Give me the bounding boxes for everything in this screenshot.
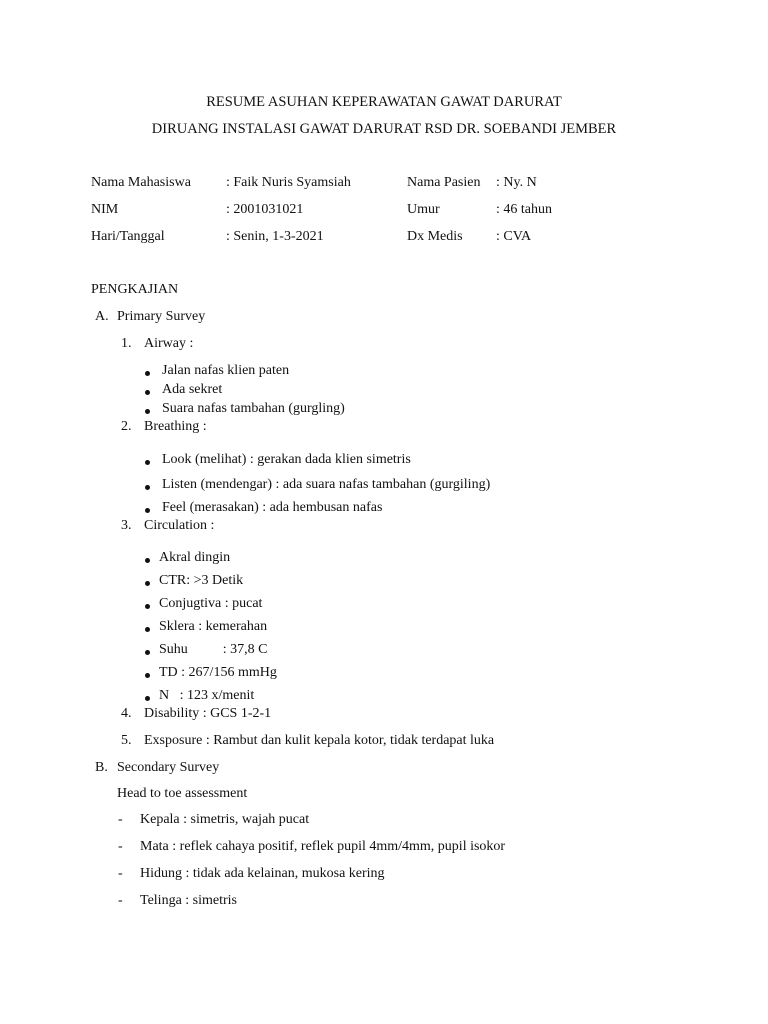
- dash-marker: -: [118, 866, 123, 881]
- list-item: Telinga : simetris: [140, 893, 238, 908]
- item-title: Exsposure : Rambut dan kulit kepala kotor, tidak terdapat luka: [144, 733, 495, 748]
- bullet-icon: [145, 599, 150, 613]
- list-item: Look (melihat) : gerakan dada klien simetris: [162, 452, 411, 467]
- dash-marker: -: [118, 812, 123, 827]
- item-title: Disability : GCS 1-2-1: [144, 706, 272, 721]
- info-value: : 46 tahun: [496, 202, 552, 217]
- document-subtitle: DIRUANG INSTALASI GAWAT DARURAT RSD DR. SOEBANDI JEMBER: [151, 121, 617, 137]
- item-title: Breathing :: [144, 419, 207, 434]
- info-value: : Senin, 1-3-2021: [226, 229, 324, 244]
- item-title: Circulation :: [144, 518, 215, 533]
- list-item: Kepala : simetris, wajah pucat: [140, 812, 310, 827]
- bullet-icon: [145, 385, 150, 399]
- document-title: RESUME ASUHAN KEPERAWATAN GAWAT DARURAT: [206, 94, 562, 110]
- list-item: Suara nafas tambahan (gurgling): [162, 401, 345, 416]
- list-item: Hidung : tidak ada kelainan, mukosa kering: [140, 866, 385, 881]
- info-value: : CVA: [496, 229, 532, 244]
- info-label: Nama Mahasiswa: [91, 175, 191, 190]
- list-item: Jalan nafas klien paten: [162, 363, 290, 378]
- bullet-icon: [145, 668, 150, 682]
- bullet-icon: [145, 691, 150, 705]
- list-number: 4.: [121, 706, 132, 721]
- section-heading: PENGKAJIAN: [91, 282, 179, 297]
- subsection-title: Primary Survey: [117, 309, 206, 324]
- bullet-icon: [145, 404, 150, 418]
- list-marker: B.: [95, 760, 108, 775]
- list-item: Ada sekret: [162, 382, 223, 397]
- list-number: 5.: [121, 733, 132, 748]
- subsection-title: Secondary Survey: [117, 760, 220, 775]
- bullet-icon: [145, 366, 150, 380]
- dash-marker: -: [118, 839, 123, 854]
- bullet-icon: [145, 645, 150, 659]
- list-item: Suhu : 37,8 C: [159, 642, 268, 657]
- list-item: Sklera : kemerahan: [159, 619, 268, 634]
- bullet-icon: [145, 622, 150, 636]
- item-title: Airway :: [144, 336, 194, 351]
- info-label: NIM: [91, 202, 119, 217]
- list-number: 1.: [121, 336, 132, 351]
- info-value: : Faik Nuris Syamsiah: [226, 175, 351, 190]
- info-label: Hari/Tanggal: [91, 229, 165, 244]
- bullet-icon: [145, 503, 150, 517]
- bullet-icon: [145, 576, 150, 590]
- list-item: CTR: >3 Detik: [159, 573, 244, 588]
- bullet-icon: [145, 455, 150, 469]
- bullet-icon: [145, 480, 150, 494]
- dash-marker: -: [118, 893, 123, 908]
- bullet-icon: [145, 553, 150, 567]
- list-item: Akral dingin: [159, 550, 231, 565]
- info-label: Dx Medis: [407, 229, 463, 244]
- info-label: Umur: [407, 202, 440, 217]
- info-label: Nama Pasien: [407, 175, 481, 190]
- list-item: Listen (mendengar) : ada suara nafas tambahan (gurgiling): [162, 477, 491, 492]
- list-number: 2.: [121, 419, 132, 434]
- list-number: 3.: [121, 518, 132, 533]
- list-marker: A.: [95, 309, 109, 324]
- list-item: N : 123 x/menit: [159, 688, 255, 703]
- list-item: Feel (merasakan) : ada hembusan nafas: [162, 500, 383, 515]
- info-value: : Ny. N: [496, 175, 537, 190]
- list-item: Mata : reflek cahaya positif, reflek pupil 4mm/4mm, pupil isokor: [140, 839, 506, 854]
- list-item: Conjugtiva : pucat: [159, 596, 263, 611]
- subsection-subtitle: Head to toe assessment: [117, 786, 248, 801]
- info-value: : 2001031021: [226, 202, 304, 217]
- list-item: TD : 267/156 mmHg: [159, 665, 277, 680]
